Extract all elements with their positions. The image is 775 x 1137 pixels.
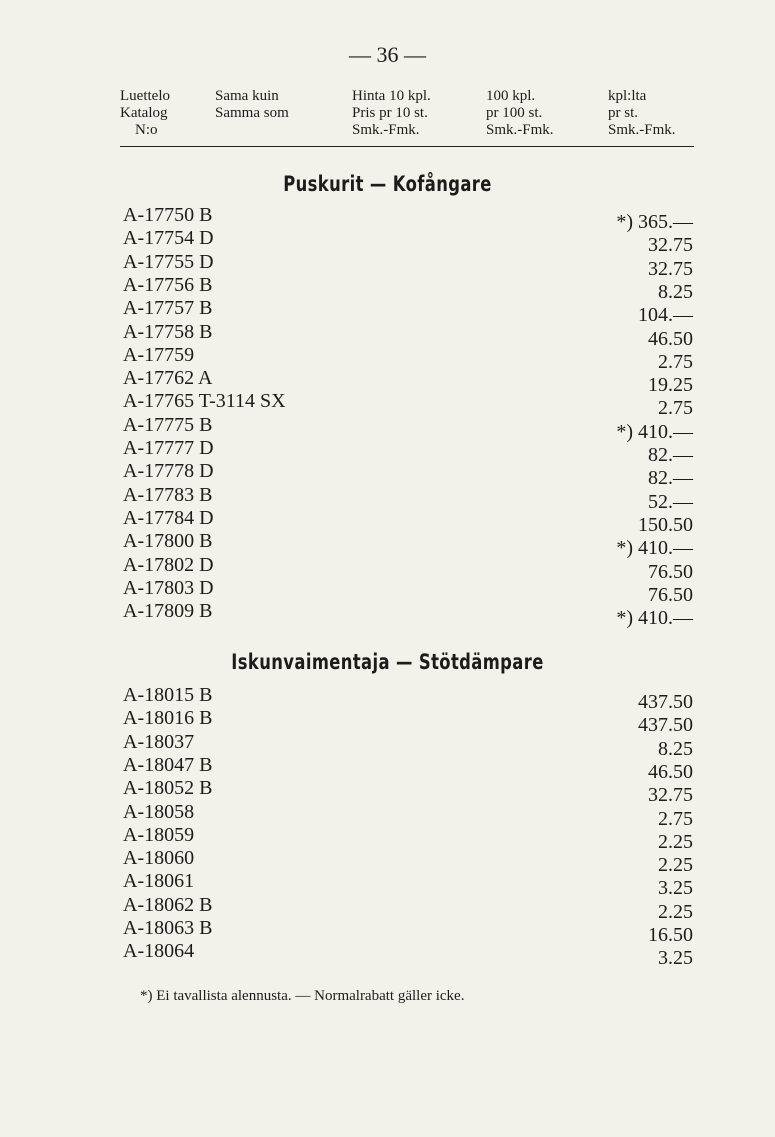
unit-price: 2.25 [658, 854, 693, 877]
catalog-row [123, 916, 693, 946]
unit-price: 82.— [648, 467, 693, 490]
footnote: *) Ei tavallista alennusta. — Normalrabatt gäller icke. [140, 988, 465, 1004]
unit-price: 32.75 [648, 234, 693, 257]
catalog-row [123, 389, 693, 420]
unit-price: *) 410.— [616, 420, 693, 443]
unit-price: 2.75 [658, 350, 693, 373]
part-number: A-17800 B [123, 530, 213, 553]
part-number: A-18059 [123, 823, 195, 846]
catalog-row [123, 203, 693, 233]
header-price-100: 100 kpl. pr 100 st. Smk.-Fmk. [486, 88, 554, 138]
catalog-row [123, 683, 693, 713]
catalog-row [123, 343, 693, 373]
part-number: A-17750 B [123, 204, 213, 226]
unit-price: 8.25 [658, 280, 693, 303]
part-number: A-18016 B [123, 707, 213, 730]
unit-price: *) 365.— [616, 211, 693, 233]
catalog-row [123, 776, 693, 807]
part-number: A-17765 T-3114 SX [123, 390, 286, 413]
unit-price: 104.— [638, 304, 693, 327]
part-number: A-17784 D [123, 506, 214, 529]
part-number: A-18058 [123, 800, 195, 823]
catalog-row [123, 436, 693, 466]
catalog-row [123, 226, 693, 257]
unit-price: 19.25 [648, 374, 693, 397]
unit-price: 76.50 [648, 560, 693, 583]
part-number: A-18052 B [123, 777, 213, 800]
part-number: A-18062 B [123, 893, 213, 916]
unit-price: 437.50 [638, 691, 693, 713]
catalog-row [123, 273, 693, 303]
catalog-row [123, 250, 693, 280]
catalog-row [123, 753, 693, 783]
part-number: A-17756 B [123, 273, 213, 296]
catalog-row [123, 730, 693, 760]
catalog-row [123, 800, 693, 830]
catalog-row [123, 506, 693, 536]
unit-price: 8.25 [658, 737, 693, 760]
unit-price: 52.— [648, 490, 693, 513]
catalog-row [123, 459, 693, 490]
part-number: A-17758 B [123, 320, 213, 343]
part-number: A-17755 D [123, 250, 214, 273]
unit-price: 437.50 [638, 714, 693, 737]
unit-price: 46.50 [648, 760, 693, 783]
part-number: A-18047 B [123, 753, 213, 776]
part-number: A-18037 [123, 730, 195, 753]
catalog-row [123, 823, 693, 853]
part-number: A-17783 B [123, 483, 213, 506]
unit-price: 2.75 [658, 807, 693, 830]
part-number: A-17802 D [123, 553, 214, 576]
part-number: A-17809 B [123, 600, 213, 623]
unit-price: 3.25 [658, 947, 693, 970]
unit-price: 2.25 [658, 900, 693, 923]
part-number: A-17775 B [123, 413, 213, 436]
part-number: A-17759 [123, 343, 195, 366]
unit-price: *) 410.— [616, 607, 693, 630]
part-number: A-18060 [123, 847, 195, 870]
catalog-row [123, 553, 693, 583]
unit-price: 16.50 [648, 924, 693, 946]
catalog-row [123, 320, 693, 350]
catalog-row [123, 939, 693, 970]
header-same-as: Sama kuin Samma som [215, 88, 289, 121]
unit-price: 32.75 [648, 257, 693, 280]
header-rule [120, 146, 694, 147]
catalog-row [123, 576, 693, 606]
page-number: — 36 — [349, 42, 426, 67]
catalog-row [123, 706, 693, 737]
unit-price: 2.75 [658, 397, 693, 420]
unit-price: 46.50 [648, 327, 693, 350]
part-number: A-17778 D [123, 460, 214, 483]
catalog-row [123, 366, 693, 397]
part-number: A-18064 [123, 940, 195, 963]
unit-price: 3.25 [658, 877, 693, 900]
unit-price: 32.75 [648, 784, 693, 807]
catalog-row [123, 599, 693, 630]
part-number: A-17803 D [123, 576, 214, 599]
section-title-shock-absorbers: Iskunvaimentaja — Stötdämpare [231, 650, 544, 674]
part-number: A-18063 B [123, 917, 213, 939]
catalog-row [123, 296, 693, 327]
catalog-row [123, 483, 693, 513]
part-number: A-17762 A [123, 367, 213, 390]
unit-price: 82.— [648, 444, 693, 466]
section-title-bumpers: Puskurit — Kofångare [283, 172, 492, 196]
header-price-each: kpl:lta pr st. Smk.-Fmk. [608, 88, 676, 138]
unit-price: 2.25 [658, 830, 693, 853]
unit-price: 150.50 [638, 513, 693, 536]
part-number: A-17757 B [123, 297, 213, 320]
header-catalog-number: Luettelo Katalog N:o [120, 88, 170, 138]
unit-price: 76.50 [648, 583, 693, 606]
catalog-row [123, 893, 693, 923]
header-price-10: Hinta 10 kpl. Pris pr 10 st. Smk.-Fmk. [352, 88, 431, 138]
part-number: A-18061 [123, 870, 195, 893]
catalog-row [123, 869, 693, 900]
catalog-row [123, 846, 693, 877]
catalog-row [123, 529, 693, 560]
part-number: A-17754 D [123, 227, 214, 250]
unit-price: *) 410.— [616, 537, 693, 560]
part-number: A-18015 B [123, 684, 213, 706]
catalog-row [123, 413, 693, 443]
part-number: A-17777 D [123, 437, 214, 459]
